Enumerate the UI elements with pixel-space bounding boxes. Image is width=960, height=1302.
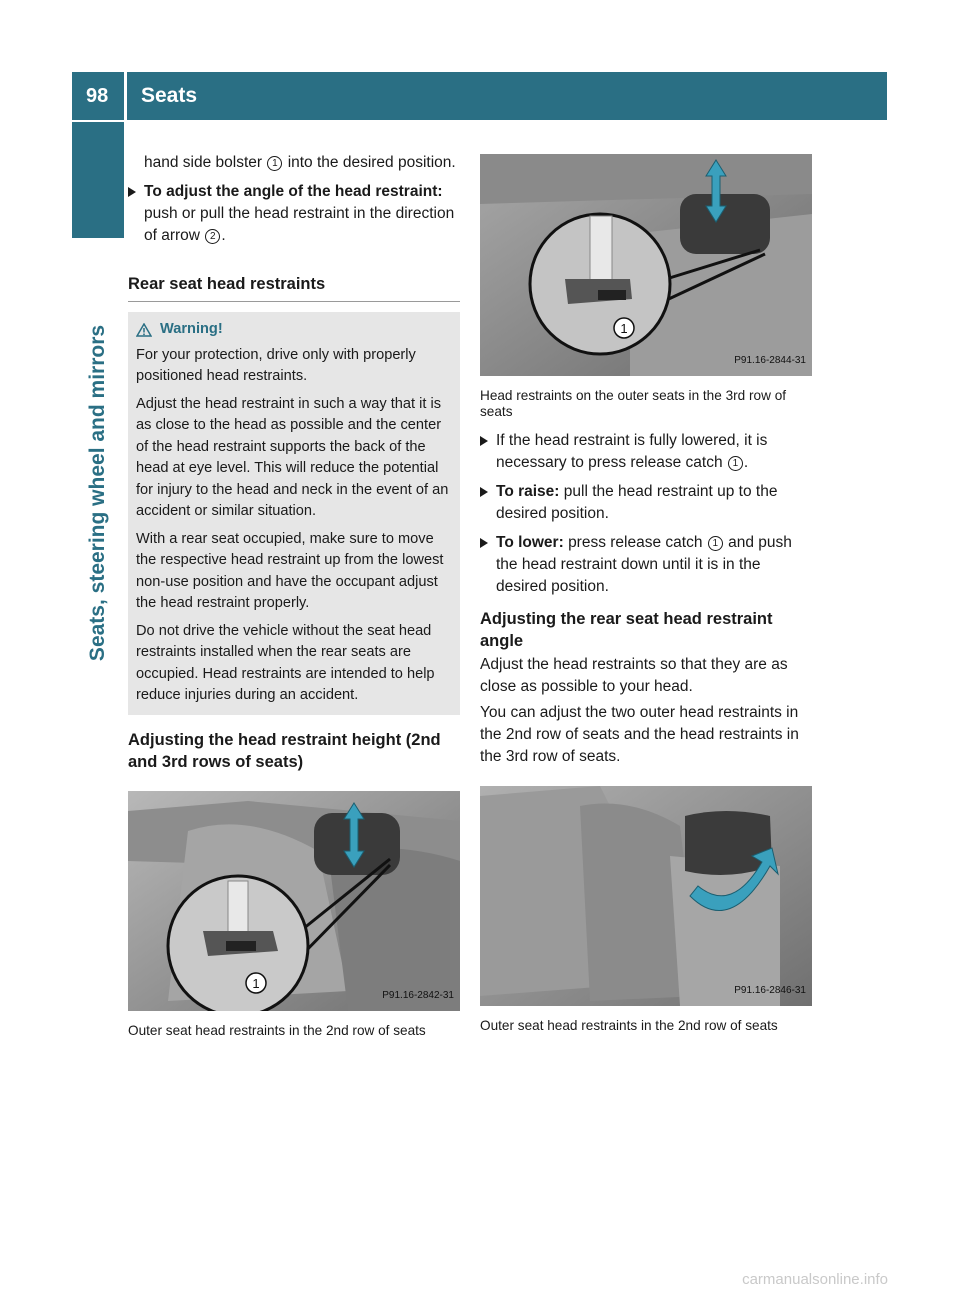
step-arrow-icon [480,436,488,446]
page-number: 98 [72,72,124,120]
warning-p3: With a rear seat occupied, make sure to move the respective head restraint up from the lowest non-use position and have the occupant adjust the head restraint properly. [136,530,444,611]
section-tab [72,122,124,238]
figure-3rd-row [480,154,812,376]
continued-text: hand side bolster 1 into the desired position. [144,154,456,171]
warning-box [128,312,460,715]
head-restraint-shape [685,811,772,875]
step-adjust-angle: To adjust the angle of the head restraint: push or pull the head restraint in the direction of arrow 2 . [128,181,460,247]
seat-illustration [480,154,812,376]
section-label: Seats, steering wheel and mirrors [86,324,109,662]
angle-heading: Adjusting the rear seat head restraint angle [480,610,773,650]
callout-1-icon: 1 [728,456,743,471]
right-column [480,152,814,1034]
step-arrow-icon [480,538,488,548]
callout-1-icon: 1 [267,156,282,171]
angle-paragraph-2: You can adjust the two outer head restraints in the 2nd row of seats and the head restraints in the 3rd row of seats. [480,704,799,765]
step-lower: To lower: press release catch 1 and push the head restraint down until it is in the desired position. [480,532,814,598]
step-arrow-icon [480,487,488,497]
head-restraint-shape [680,194,770,254]
callout-2-icon: 2 [205,229,220,244]
figure-2nd-row-height [128,791,460,1011]
warning-p2: Adjust the head restraint in such a way that it is as close to the head as possible and the center of the head restraint supports the back of the head at eye level. This will reduce the potential for injury to the head and neck in the event of an accident or similar situation. [136,395,449,519]
warning-p4: Do not drive the vehicle without the seat head restraints installed when the rear seats are occupied. Head restraints are intended to help reduce injuries during an accident. [136,622,435,703]
figure-caption: Outer seat head restraints in the 2nd row of seats [480,1018,778,1033]
angle-paragraph-1: Adjust the head restraints so that they are as close as possible to your head. [480,656,788,695]
svg-text:1: 1 [252,975,260,991]
seat-illustration [128,791,460,1011]
figure-ref: P91.16-2844-31 [734,355,806,366]
callout-1-icon: 1 [708,536,723,551]
step-raise: To raise: pull the head restraint up to the desired position. [480,481,814,525]
page-title: Seats [127,72,887,120]
seat-illustration [480,786,812,1006]
step-arrow-icon [128,187,136,197]
height-heading: Adjusting the head restraint height (2nd and 3rd rows of seats) [128,730,441,771]
figure-ref: P91.16-2846-31 [734,985,806,996]
figure-angle [480,786,812,1006]
warning-p1: For your protection, drive only with properly positioned head restraints. [136,346,416,384]
rear-heading: Rear seat head restraints [128,273,460,302]
svg-text:1: 1 [620,321,628,336]
figure-caption: Outer seat head restraints in the 2nd row of seats [128,1022,426,1038]
step-release-catch: If the head restraint is fully lowered, it is necessary to press release catch 1 . [480,430,814,474]
figure-ref: P91.16-2842-31 [382,989,454,1001]
left-column [128,152,460,1039]
warning-title: Warning! [136,319,452,341]
warning-triangle-icon [136,323,152,337]
watermark: carmanualsonline.info [742,1271,888,1288]
figure-caption: Head restraints on the outer seats in the 3rd row of seats [480,388,787,419]
